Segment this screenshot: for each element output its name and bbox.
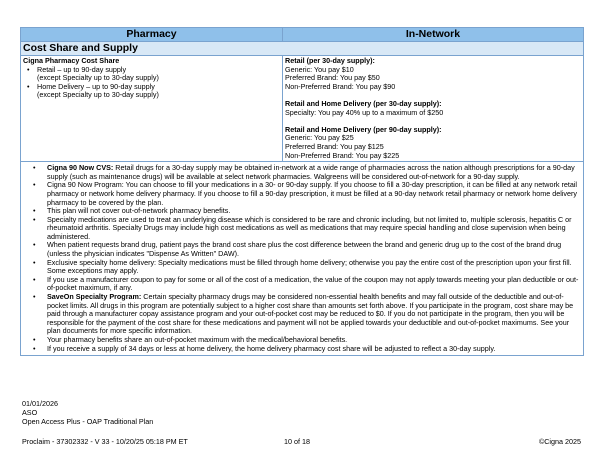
section-row bbox=[21, 42, 584, 56]
note-text: Retail drugs for a 30-day supply may be obtained in-network at a wide range of pharmacies across the nation although prescriptions for a 90-day supply (such as maintenance drugs) will be available at select network pharmacies. Walgreens will be considered out-of-network for a 90-day supply. bbox=[47, 163, 575, 181]
effective-date: 01/01/2026 bbox=[22, 399, 58, 408]
cost-share-left-cell bbox=[21, 56, 283, 162]
home-90-title: Retail and Home Delivery (per 90-day supply): bbox=[285, 124, 442, 134]
page-footer bbox=[22, 400, 153, 426]
note-lead: SaveOn Specialty Program: bbox=[47, 292, 142, 302]
notes-row bbox=[21, 162, 584, 356]
home-30-title: Retail and Home Delivery (per 30-day supply): bbox=[285, 98, 442, 108]
list-item bbox=[23, 83, 280, 100]
table-header-row bbox=[21, 28, 584, 42]
retail-30-line: Preferred Brand: You pay $50 bbox=[285, 73, 380, 83]
home-90-line: Generic: You pay $25 bbox=[285, 133, 354, 143]
notes-cell bbox=[21, 162, 584, 356]
note-item bbox=[23, 164, 581, 181]
copyright: ©Cigna 2025 bbox=[538, 437, 581, 446]
note-lead: Cigna 90 Now CVS: bbox=[47, 163, 114, 173]
proclaim-id: Proclaim - 37302332 - V 33 - 10/20/25 05:18 PM ET bbox=[22, 437, 188, 446]
note-item bbox=[23, 241, 581, 258]
note-text: If you use a manufacturer coupon to pay for some or all of the cost of a medication, the value of the coupon may not apply towards meeting your plan deductible or out-of-pocket maximum, if any. bbox=[47, 274, 579, 293]
list-item bbox=[23, 66, 280, 83]
supply-list bbox=[23, 66, 280, 100]
section-title: Cost Share and Supply bbox=[21, 42, 584, 56]
note-item bbox=[23, 276, 581, 293]
note-item bbox=[23, 293, 581, 336]
funding-type: ASO bbox=[22, 407, 38, 417]
benefits-table-container bbox=[20, 27, 583, 356]
header-in-network: In-Network bbox=[283, 28, 584, 42]
notes-list bbox=[23, 164, 581, 353]
supply-home-delivery: • Home Delivery – up to 90-day supply bbox=[37, 81, 155, 91]
supply-home-delivery-note: (except Specialty up to 30-day supply) bbox=[37, 90, 159, 100]
note-text: Cigna 90 Now Program: You can choose to fill your medications in a 30- or 90-day supply. If you choose to fill a 30-day prescription, it can be filled at any network retail pharmacy or network home delivery pharmacy. If you choose to fill a 90-day prescription, it must be filled at a 90-day network retail pharmacy or network home delivery pharmacy to be covered by the plan. bbox=[47, 180, 578, 207]
supply-retail: • Retail – up to 90-day supply bbox=[37, 64, 127, 74]
cost-share-right-cell bbox=[283, 56, 584, 162]
cost-share-row bbox=[21, 56, 584, 162]
note-text: Certain specialty pharmacy drugs may be considered non-essential health benefits and may fall outside of the deductible and out-of-pocket limits. All drugs in this program are potentially subject to a higher cost share than amounts set forth above. If you participate in the program, cost share may be paid through a manufacturer copay assistance program and your out-of-pocket cost may be reduced to $0. If you do not participate in the program, then you will be responsible for the payment of the cost share for these medications and payment will not be applied towards your deductible and out-of-pocket maximums. See your plan documents for more specific information. bbox=[47, 292, 574, 336]
note-item bbox=[23, 259, 581, 276]
header-pharmacy: Pharmacy bbox=[21, 28, 283, 42]
home-90-line: Non-Preferred Brand: You pay $225 bbox=[285, 150, 400, 160]
note-text: When patient requests brand drug, patient pays the brand cost share plus the cost difference between the brand and generic drug up to the cost of the brand drug (unless the physician indicates "Dispense As Written" DAW). bbox=[47, 240, 562, 259]
note-item bbox=[23, 345, 581, 354]
note-item bbox=[23, 216, 581, 242]
note-text: If you receive a supply of 34 days or less at home delivery, the home delivery pharmacy cost share will be adjusted to reflect a 30-day supply. bbox=[47, 343, 496, 353]
retail-30-line: Generic: You pay $10 bbox=[285, 64, 354, 74]
supply-retail-note: (except Specialty up to 30-day supply) bbox=[37, 73, 159, 83]
note-text: This plan will not cover out-of-network pharmacy benefits. bbox=[47, 206, 231, 216]
home-90-line: Preferred Brand: You pay $125 bbox=[285, 141, 384, 151]
plan-name: Open Access Plus - OAP Traditional Plan bbox=[22, 416, 154, 426]
cost-share-title: Cigna Pharmacy Cost Share bbox=[23, 56, 120, 65]
note-text: Specialty medications are used to treat an underlying disease which is considered to be rare and chronic including, but not limited to, multiple sclerosis, hepatitis C or rheumatoid arthritis. Specialty Drugs may include high cost medications as well as medications that may require special handling and close supervision when being administered. bbox=[47, 214, 572, 241]
home-30-line: Specialty: You pay 40% up to a maximum of $250 bbox=[285, 107, 444, 117]
pharmacy-benefits-table bbox=[20, 27, 584, 356]
retail-30-title: Retail (per 30-day supply): bbox=[285, 56, 375, 65]
note-text: Exclusive specialty home delivery: Specialty medications must be filled through home delivery; otherwise you pay the entire cost of the prescription upon your first fill. Some exceptions may apply. bbox=[47, 257, 572, 276]
note-text: Your pharmacy benefits share an out-of-pocket maximum with the medical/behavioral benefits. bbox=[47, 335, 348, 344]
retail-30-line: Non-Preferred Brand: You pay $90 bbox=[285, 81, 396, 91]
page-number: 10 of 18 bbox=[284, 437, 310, 446]
note-item bbox=[23, 181, 581, 207]
